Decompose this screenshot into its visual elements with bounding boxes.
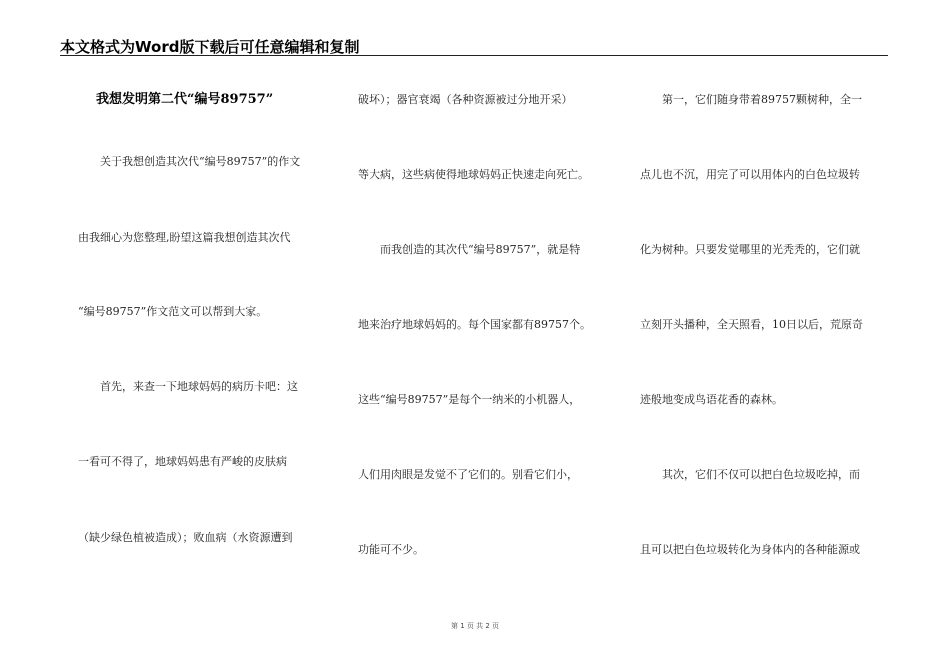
text-line: 关于我想创造其次代“编号89757”的作文	[100, 155, 301, 168]
text-line: 第一，它们随身带着89757颗树种，全一	[662, 93, 862, 106]
article-title: 我想发明第二代“编号89757”	[96, 92, 274, 107]
text-line: 由我细心为您整理,盼望这篇我想创造其次代	[78, 231, 291, 244]
text-line: 迹般地变成鸟语花香的森林。	[640, 393, 783, 406]
text-line: 首先，来查一下地球妈妈的病历卡吧：这	[100, 380, 298, 393]
text-line: 立刻开头播种，全天照看，10日以后，荒原奇	[640, 318, 863, 331]
text-line: 人们用肉眼是发觉不了它们的。别看它们小，	[358, 468, 578, 481]
text-line: 且可以把白色垃圾转化为身体内的各种能源或	[640, 543, 860, 556]
document-header: 本文格式为Word版下载后可任意编辑和复制	[60, 38, 360, 56]
text-line: 等大病，这些病使得地球妈妈正快速走向死亡。	[358, 168, 589, 181]
text-line: 点儿也不沉，用完了可以用体内的白色垃圾转	[640, 168, 860, 181]
text-line: 这些“编号89757”是每个一纳米的小机器人，	[358, 393, 581, 406]
page-number: 第 1 页 共 2 页	[450, 622, 500, 630]
text-line: 功能可不少。	[358, 543, 424, 556]
text-line: 一看可不得了，地球妈妈患有严峻的皮肤病	[78, 455, 287, 468]
header-divider	[60, 55, 888, 56]
text-line: 化为树种。只要发觉哪里的光秃秃的，它们就	[640, 243, 860, 256]
text-line: 破坏）；器官衰竭（各种资源被过分地开采）	[358, 93, 573, 106]
text-line: “编号89757”作文范文可以帮到大家。	[78, 305, 268, 318]
text-line: 其次，它们不仅可以把白色垃圾吃掉，而	[662, 468, 860, 481]
text-line: 而我创造的其次代“编号89757”，就是特	[380, 243, 581, 256]
text-line: 地来治疗地球妈妈的。每个国家都有89757个。	[358, 318, 591, 331]
text-line: （缺少绿色植被造成）；败血病（水资源遭到	[78, 531, 293, 544]
